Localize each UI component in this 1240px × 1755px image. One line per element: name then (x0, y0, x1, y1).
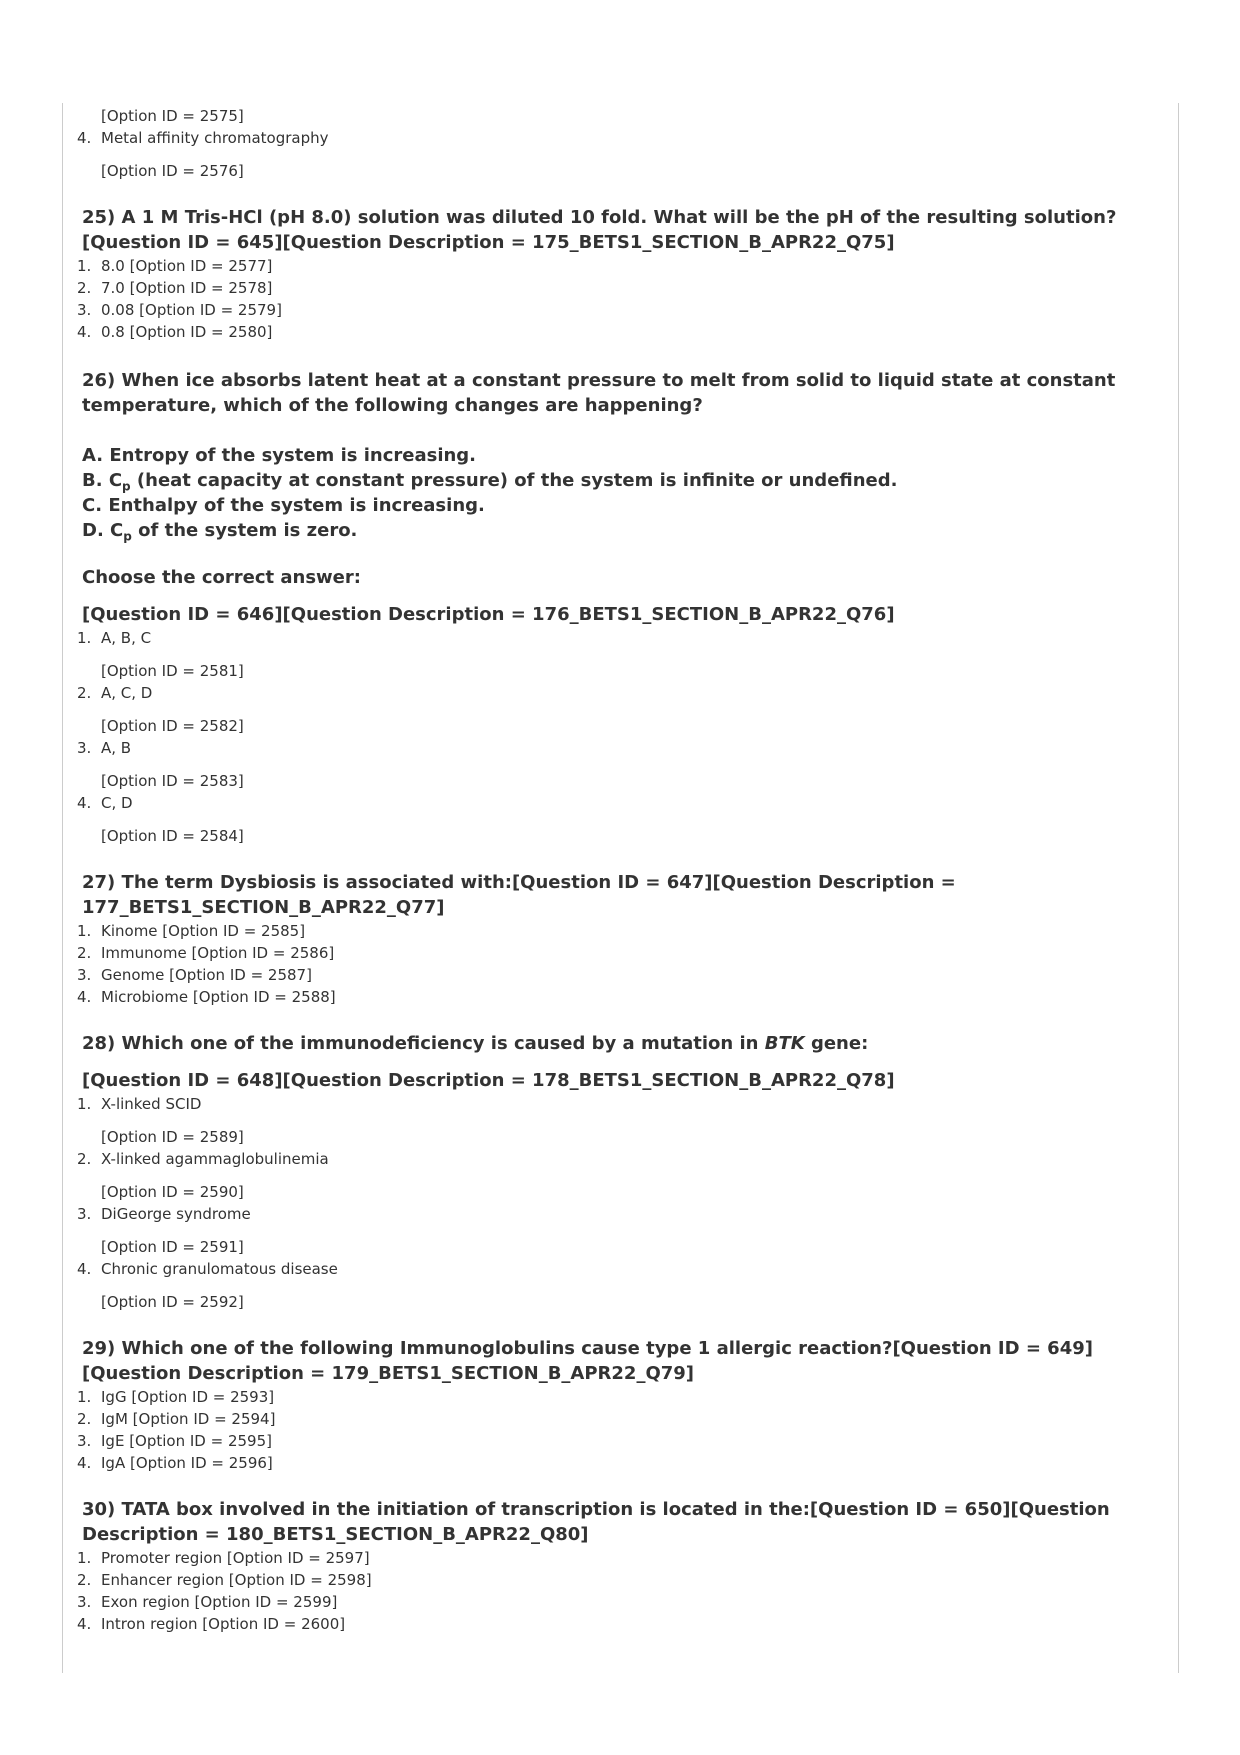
option-text: Chronic granulomatous disease (101, 1260, 338, 1278)
question-title: 29) Which one of the following Immunoglobulins cause type 1 allergic reaction?[Question ID = 649][Question Description = 179_BETS1_SECTION_B_APR22_Q79] (82, 1338, 1093, 1384)
option-id: [Option ID = 2576] (101, 162, 244, 180)
option-text: 0.8 [Option ID = 2580] (101, 323, 273, 341)
option (63, 1613, 1178, 1635)
option (63, 1430, 1178, 1452)
option-number: 4. (77, 988, 92, 1006)
option-number: 4. (77, 1260, 92, 1278)
option-number: 3. (77, 1593, 92, 1611)
question-id: [Question ID = 648][Question Description = 178_BETS1_SECTION_B_APR22_Q78] (82, 1070, 895, 1091)
option-text: 7.0 [Option ID = 2578] (101, 279, 273, 297)
option (63, 986, 1178, 1008)
question-title: 25) A 1 M Tris-HCl (pH 8.0) solution was diluted 10 fold. What will be the pH of the resulting solution?[Question ID = 645][Question Description = 175_BETS1_SECTION_B_APR22_Q75] (82, 207, 1117, 253)
choose-instruction: Choose the correct answer: (82, 567, 361, 588)
option (63, 1569, 1178, 1591)
option-text: DiGeorge syndrome (101, 1205, 251, 1223)
option-text: IgM [Option ID = 2594] (101, 1410, 276, 1428)
statement-b: B. $C_p$ (heat capacity at constant pressure) of the system is infinite or undefined. (82, 470, 898, 494)
option-text: A, B, C (101, 629, 152, 647)
option (63, 682, 1178, 704)
option-id: [Option ID = 2581] (101, 662, 244, 680)
option-text: C, D (101, 794, 133, 812)
option-id: [Option ID = 2584] (101, 827, 244, 845)
option (63, 321, 1178, 343)
option-text: X-linked agammaglobulinemia (101, 1150, 329, 1168)
option (63, 737, 1178, 759)
document-frame (62, 103, 1179, 1673)
option-number: 4. (77, 323, 92, 341)
option-text: 0.08 [Option ID = 2579] (101, 301, 282, 319)
option (63, 1093, 1178, 1115)
option (63, 920, 1178, 942)
option-number: 4. (77, 1615, 92, 1633)
option-id: [Option ID = 2592] (101, 1293, 244, 1311)
option-text: Enhancer region [Option ID = 2598] (101, 1571, 372, 1589)
option-text: Promoter region [Option ID = 2597] (101, 1549, 370, 1567)
option-text: Exon region [Option ID = 2599] (101, 1593, 338, 1611)
question-title: 28) Which one of the immunodeficiency is caused by a mutation in BTK gene: (82, 1033, 869, 1054)
option (63, 299, 1178, 321)
question-id: [Question ID = 646][Question Description = 176_BETS1_SECTION_B_APR22_Q76] (82, 604, 895, 625)
option (63, 1148, 1178, 1170)
option (63, 1591, 1178, 1613)
option-id: [Option ID = 2590] (101, 1183, 244, 1201)
question-25 (63, 205, 1178, 343)
option-number: 2. (77, 944, 92, 962)
option (63, 1547, 1178, 1569)
option-text: Microbiome [Option ID = 2588] (101, 988, 336, 1006)
option-number: 1. (77, 1549, 92, 1567)
option (63, 1203, 1178, 1225)
option-text: Genome [Option ID = 2587] (101, 966, 312, 984)
question-26 (63, 368, 1178, 847)
option (63, 942, 1178, 964)
option-number: 2. (77, 1410, 92, 1428)
option-text: 8.0 [Option ID = 2577] (101, 257, 273, 275)
statement-list (63, 443, 1178, 543)
option-text: Immunome [Option ID = 2586] (101, 944, 335, 962)
option-text: A, B (101, 739, 132, 757)
option-number: 3. (77, 966, 92, 984)
statement-d: D. $C_p$ of the system is zero. (82, 520, 358, 544)
question-title: 26) When ice absorbs latent heat at a constant pressure to melt from solid to liquid state at constant temperature, which of the following changes are happening? (82, 370, 1116, 416)
option-number: 2. (77, 684, 92, 702)
question-29 (63, 1336, 1178, 1474)
option (63, 964, 1178, 986)
statement-a: A. Entropy of the system is increasing. (82, 445, 477, 466)
option-text: Metal affinity chromatography (101, 129, 329, 147)
question-27 (63, 870, 1178, 1008)
option-number: 1. (77, 629, 92, 647)
option-text: IgE [Option ID = 2595] (101, 1432, 272, 1450)
option-text: Kinome [Option ID = 2585] (101, 922, 306, 940)
question-28 (63, 1031, 1178, 1313)
option-number: 3. (77, 1205, 92, 1223)
option-number: 1. (77, 1095, 92, 1113)
question-30 (63, 1497, 1178, 1635)
option-number: 3. (77, 739, 92, 757)
prev-question (63, 105, 1178, 182)
statement-c: C. Enthalpy of the system is increasing. (82, 495, 485, 516)
option-number: 2. (77, 279, 92, 297)
option-number: 2. (77, 1150, 92, 1168)
option (63, 792, 1178, 814)
option (63, 1452, 1178, 1474)
option-number: 4. (77, 1454, 92, 1472)
option-id: [Option ID = 2582] (101, 717, 244, 735)
option-id: [Option ID = 2589] (101, 1128, 244, 1146)
option-number: 3. (77, 1432, 92, 1450)
option-id: [Option ID = 2591] (101, 1238, 244, 1256)
option-text: X-linked SCID (101, 1095, 202, 1113)
option-id: [Option ID = 2583] (101, 772, 244, 790)
option-number: 4. (77, 794, 92, 812)
option-id: [Option ID = 2575] (101, 107, 244, 125)
question-title: 27) The term Dysbiosis is associated with:[Question ID = 647][Question Description = 177_BETS1_SECTION_B_APR22_Q77] (82, 872, 956, 918)
option-number: 1. (77, 1388, 92, 1406)
option (63, 1386, 1178, 1408)
option-number: 1. (77, 257, 92, 275)
document-content (63, 103, 1178, 1635)
option-text: A, C, D (101, 684, 153, 702)
option-number: 1. (77, 922, 92, 940)
option (63, 277, 1178, 299)
option-text: IgA [Option ID = 2596] (101, 1454, 273, 1472)
option-number: 4. (77, 129, 92, 147)
option-number: 2. (77, 1571, 92, 1589)
option (63, 627, 1178, 649)
option-text: Intron region [Option ID = 2600] (101, 1615, 346, 1633)
option (63, 1408, 1178, 1430)
option (63, 255, 1178, 277)
option-number: 3. (77, 301, 92, 319)
option (63, 127, 1178, 149)
question-title: 30) TATA box involved in the initiation of transcription is located in the:[Question ID = 650][Question Description = 180_BETS1_SECTION_B_APR22_Q80] (82, 1499, 1110, 1545)
option-text: IgG [Option ID = 2593] (101, 1388, 275, 1406)
option (63, 1258, 1178, 1280)
